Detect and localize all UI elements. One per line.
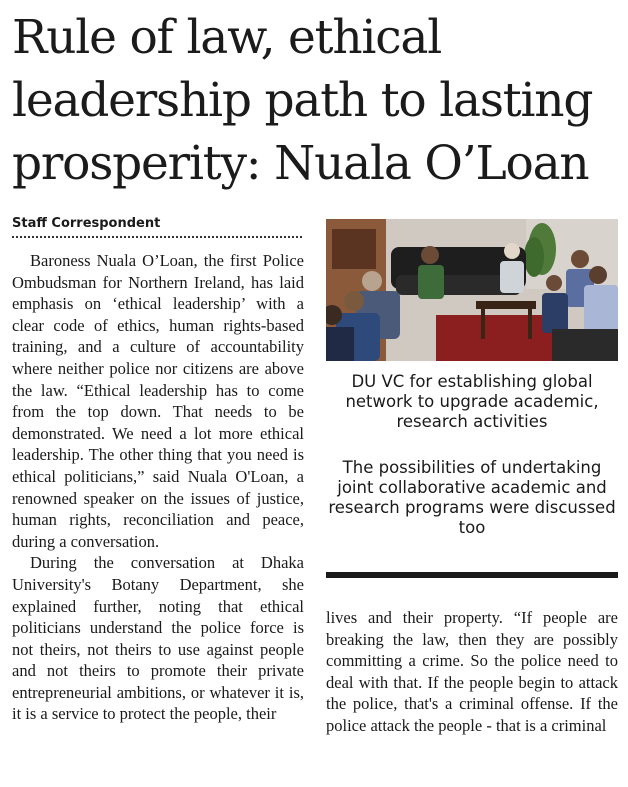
article-column-right: [326, 607, 618, 737]
headline-line-3: prosperity: Nuala O’Loan: [12, 136, 589, 191]
headline: [12, 6, 620, 195]
headline-line-2: leadership path to lasting: [12, 73, 593, 128]
pull-quote-1: DU VC for establishing global network to upgrade academic, research activities: [345, 372, 599, 431]
article-paragraph-1: Baroness Nuala O’Loan, the first Police Ombudsman for Northern Ireland, has laid emphasis on ‘ethical leadership’ with a clear code of ethics, human rights-based training, and a culture of accountability where neither police nor citizens are above the law. “Ethical leadership has to come from the top down. That needs to be demonstrated. We need a lot more ethical leadership. The other thing that you need is ethical politicians,” said Nuala O'Loan, a renowned speaker on the issues of justice, human rights, reconciliation and peace, during a conversation.: [12, 251, 304, 551]
byline: Staff Correspondent: [12, 216, 161, 231]
article-paragraph-3: lives and their property. “If people are breaking the law, then they are possibly committing a crime. So the police need to deal with that. If the people begin to attack the police, that's a criminal offense. If the police attack the people - that is a criminal: [326, 608, 618, 735]
section-divider: [326, 572, 618, 578]
pull-quote-2: The possibilities of undertaking joint collaborative academic and research programs were discussed too: [328, 458, 616, 537]
byline-dotted-rule: [12, 236, 302, 238]
article-paragraph-2: During the conversation at Dhaka University's Botany Department, she explained further, noting that ethical politicians understand the police force is not theirs, not theirs to use against people and not theirs to promote their private entrepreneurial ambitions, or whatever it is, it is a service to protect the people, their: [12, 553, 304, 724]
pull-quotes: [326, 372, 618, 538]
article-column-left: [12, 250, 304, 725]
headline-line-1: Rule of law, ethical: [12, 10, 442, 65]
meeting-photo: [326, 219, 618, 361]
